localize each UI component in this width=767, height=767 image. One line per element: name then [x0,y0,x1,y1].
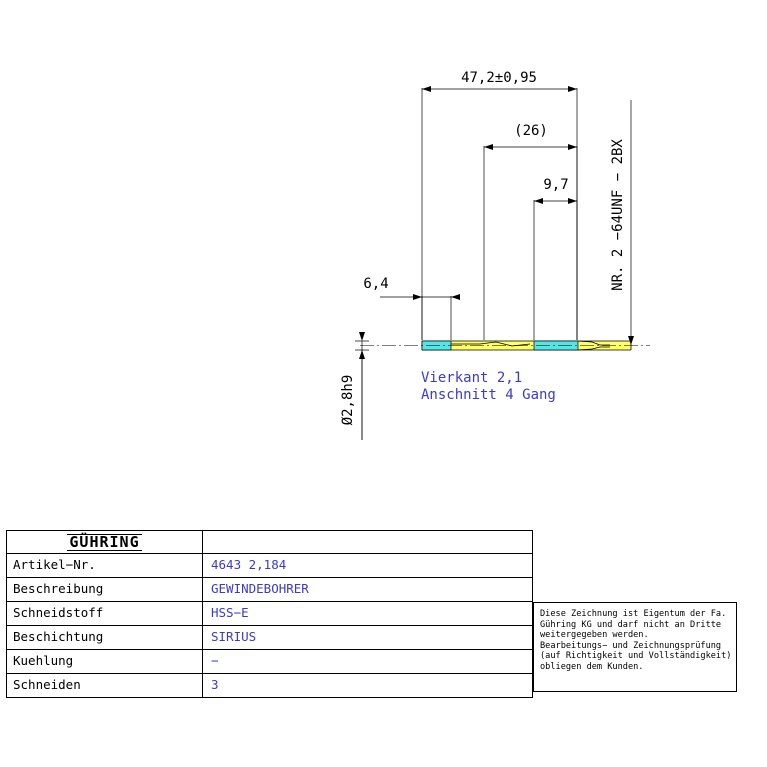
title-block-logo-row [7,531,532,554]
legal-line-5: (auf Richtigkeit und Vollständigkeit) [540,651,732,661]
brand-logo [7,531,203,553]
table-row-schneiden [7,674,532,698]
row-label-beschichtung: Beschichtung [7,626,203,649]
thread-spec-leader [628,100,634,345]
legal-line-4: Bearbeitungs− und Zeichnungsprüfung [540,640,722,651]
dimension-label-shank-diameter: Ø2,8h9 [340,374,356,426]
dimension-label-square-length: 6,4 [363,276,389,292]
table-row-beschreibung [7,578,532,602]
row-value-artikel-nr: 4643 2,184 [211,557,287,572]
note-lead: Anschnitt 4 Gang [421,387,556,403]
note-square: Vierkant 2,1 [421,370,523,386]
row-value-beschichtung: SIRIUS [211,629,257,644]
table-row-kuehlung [7,650,532,674]
dimension-shank-length [484,144,577,340]
legal-line-2: Gühring KG und darf nicht an Dritte [540,619,722,630]
row-value-schneiden: 3 [211,677,219,692]
table-row-artikel-nr [7,554,532,578]
legal-line-3: weitergegeben werden. [540,630,649,640]
legal-notice-box [533,602,737,692]
legal-line-1: Diese Zeichnung ist Eigentum der Fa. [540,609,727,619]
dimension-label-shank-length: (26) [514,123,548,139]
dimension-overall-length [422,86,577,340]
dimension-thread-length [534,198,577,340]
row-label-beschreibung: Beschreibung [7,578,203,601]
table-row-beschichtung [7,626,532,650]
title-block [6,530,533,698]
dimension-shank-diameter [355,332,369,440]
logo-row-blank [203,531,532,553]
row-value-beschreibung: GEWINDEBOHRER [211,581,309,596]
row-label-kuehlung: Kuehlung [7,650,203,673]
thread-spec-label: NR. 2 −64UNF − 2BX [610,139,626,291]
row-value-schneidstoff: HSS−E [211,605,249,620]
table-row-schneidstoff [7,602,532,626]
row-label-schneidstoff: Schneidstoff [7,602,203,625]
row-label-artikel-nr: Artikel−Nr. [7,554,203,577]
brand-logo-text: GÜHRING [69,532,140,551]
dimension-label-overall-length: 47,2±0,95 [461,70,537,86]
row-value-kuehlung: − [211,653,219,668]
dimension-square-length [380,294,460,340]
legal-line-6: obliegen dem Kunden. [540,661,644,672]
dimension-label-thread-length: 9,7 [543,177,569,193]
row-label-schneiden: Schneiden [7,674,203,697]
